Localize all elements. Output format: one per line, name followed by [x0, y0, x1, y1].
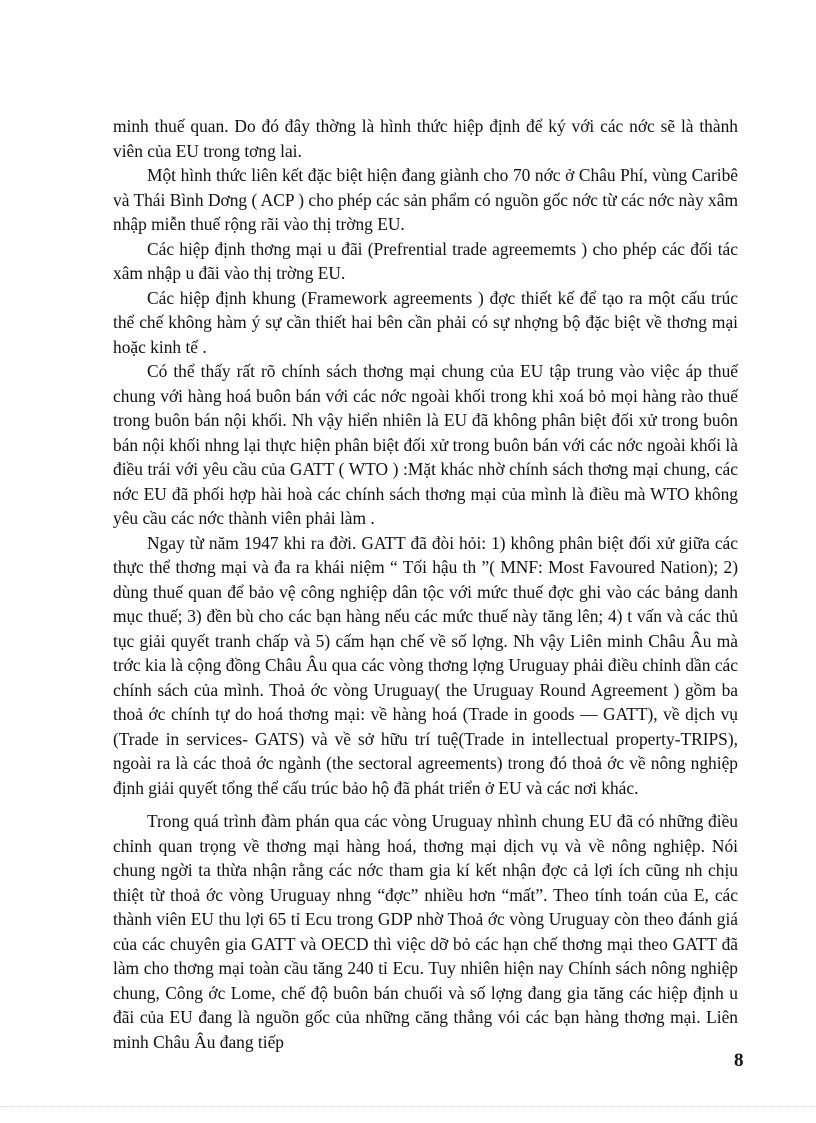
paragraph-3: Các hiệp định thơng mại u đãi (Prefrential trade agreememts ) cho phép các đối tác xâm nhập u đãi vào thị trờng EU.	[113, 238, 738, 283]
paragraph-4: Các hiệp định khung (Framework agreements ) đợc thiết kế để tạo ra một cấu trúc thể chế không hàm ý sự cần thiết hai bên cần phải có sự nhợng bộ đặc biệt về thơng mại hoặc kinh tế .	[113, 287, 738, 357]
document-body	[113, 114, 738, 1054]
paragraph-2: Một hình thức liên kết đặc biệt hiện đang giành cho 70 nớc ở Châu Phí, vùng Caribê và Thái Bình Dơng ( ACP ) cho phép các sản phẩm có nguồn gốc nớc từ các nớc này xâm nhập miễn thuế rộng rãi vào thị trờng EU.	[113, 165, 738, 234]
paragraph-1: minh thuế quan. Do đó đây thờng là hình thức hiệp định để ký với các nớc sẽ là thành viên của EU trong tơng lai.	[113, 116, 738, 161]
paragraph-7: Trong quá trình đàm phán qua các vòng Uruguay nhình chung EU đã có những điều chỉnh quan trọng về thơng mại hàng hoá, thơng mại dịch vụ và về nông nghiệp. Nói chung ngời ta thừa nhận rằng các nớc tham gia kí kết nhận đợc cả lợi ích cũng nh chịu thiệt từ thoả ớc vòng Uruguay nhng “đợc” nhiều hơn “mất”. Theo tính toán của E, các thành viên EU thu lợi 65 tỉ Ecu trong GDP nhờ Thoả ớc vòng Uruguay còn theo đánh giá của các chuyên gia GATT và OECD thì việc dỡ bỏ các hạn chế thơng mại theo GATT đã làm cho thơng mại toàn cầu tăng 240 tỉ Ecu. Tuy nhiên hiện nay Chính sách nông nghiệp chung, Công ớc Lome, chế độ buôn bán chuối và số lợng đang gia tăng các hiệp định u đãi của EU đang là nguồn gốc của những căng thẳng vói các bạn hàng thơng mại. Liên minh Châu Âu đang tiếp	[113, 811, 738, 1052]
page-number: 8	[734, 1050, 744, 1071]
paragraph-5: Có thể thấy rất rõ chính sách thơng mại chung của EU tập trung vào việc áp thuế chung với hàng hoá buôn bán với các nớc ngoài khối trong khi xoá bỏ mọi hàng rào thuế trong buôn bán nội khối. Nh vậy hiển nhiên là EU đã không phân biệt đối xử trong buôn bán nội khối nhng lại thực hiện phân biệt đối xử trong buôn bán với các nớc ngoài khối là điều trái với yêu cầu của GATT ( WTO ) :Mặt khác nhờ chính sách thơng mại chung, các nớc EU đã phối hợp hài hoà các chính sách thơng mại của mình là điều mà WTO không yêu cầu các nớc thành viên phải làm .	[113, 361, 738, 528]
paragraph-6: Ngay từ năm 1947 khi ra đời. GATT đã đòi hỏi: 1) không phân biệt đối xử giữa các thực thể thơng mại và đa ra khái niệm “ Tối hậu th ”( MNF: Most Favoured Nation); 2) dùng thuế quan để bảo vệ công nghiệp dân tộc với mức thuế đợc ghi vào các bảng danh mục thuế; 3) đền bù cho các bạn hàng nếu các mức thuế này tăng lên; 4) t vấn và các thủ tục giải quyết tranh chấp và 5) cấm hạn chế về số lợng. Nh vậy Liên minh Châu Âu mà trớc kia là cộng đồng Châu Âu qua các vòng thơng lợng Uruguay phải điều chỉnh dần các chính sách của mình. Thoả ớc vòng Uruguay( the Uruguay Round Agreement ) gồm ba thoả ớc chính tự do hoá thơng mại: về hàng hoá (Trade in goods — GATT), về dịch vụ (Trade in services- GATS) và về sở hữu trí tuệ(Trade in intellectual property-TRIPS), ngoài ra là các thoả ớc ngành (the sectoral agreements) trong đó thoả ớc về nông nghiệp định giải quyết tổng thể cấu trúc bảo hộ đã phát triển ở EU và các nơi khác.	[113, 532, 738, 798]
page-bottom-divider	[0, 1106, 816, 1107]
